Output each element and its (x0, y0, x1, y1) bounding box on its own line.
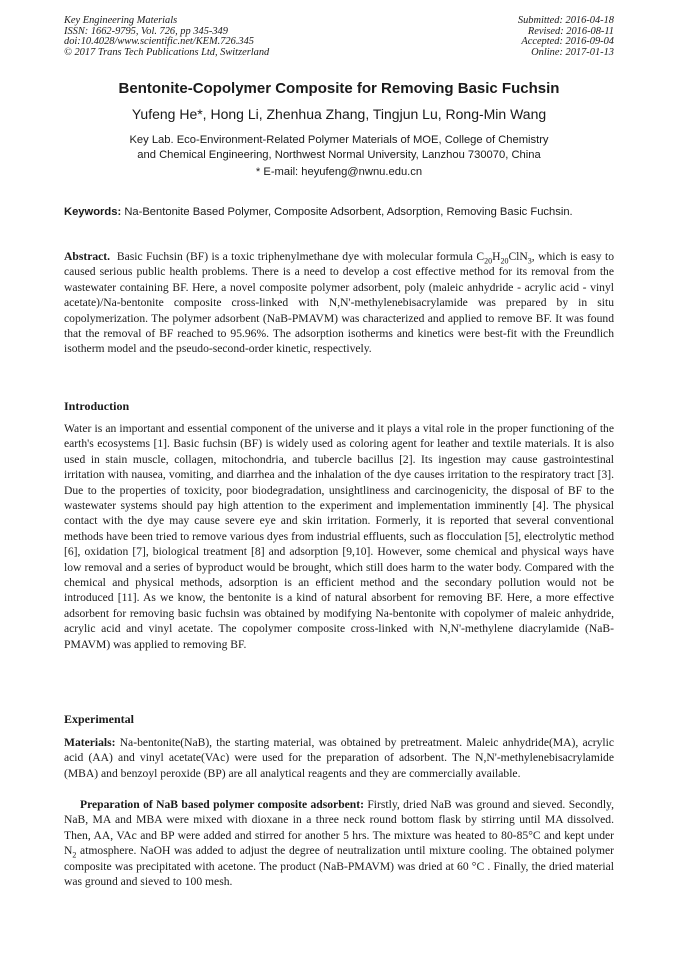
corresponding-email: * E-mail: heyufeng@nwnu.edu.cn (255, 166, 423, 178)
journal-doi: doi:10.4028/www.scientific.net/KEM.726.345 (64, 36, 254, 48)
formula-h: H (492, 250, 501, 263)
paper-title: Bentonite-Copolymer Composite for Removing Basic Fuchsin (118, 80, 560, 97)
affiliation (0, 133, 678, 163)
keywords-text: Na-Bentonite Based Polymer, Composite Adsorbent, Adsorption, Removing Basic Fuchsin. (124, 206, 573, 218)
formula-sub-n: 3 (527, 256, 532, 266)
affiliation-line-1: Key Lab. Eco-Environment-Related Polymer Materials of MOE, College of Chemistry (129, 134, 549, 146)
date-revised: Revised: 2016-08-11 (527, 25, 614, 37)
journal-name: Key Engineering Materials (64, 15, 178, 26)
abstract-text-start: Basic Fuchsin (BF) is a toxic triphenylmethane dye with molecular formula C (116, 250, 485, 263)
nitrogen-subscript: 2 (72, 850, 77, 860)
affiliation-line-2: and Chemical Engineering, Northwest Normal University, Lanzhou 730070, China (137, 149, 541, 161)
date-accepted: Accepted: 2016-09-04 (521, 36, 614, 48)
abstract-block (64, 249, 614, 357)
journal-header-right (518, 16, 614, 58)
keywords-label: Keywords: (64, 206, 122, 218)
preparation-label: Preparation of NaB based polymer composite adsorbent: (80, 798, 364, 811)
journal-issn: ISSN: 1662-9795, Vol. 726, pp 345-349 (64, 25, 228, 37)
date-online: Online: 2017-01-13 (531, 46, 614, 58)
abstract-text-end: , which is easy to caused serious public health problems. There is a need to develop a cost effective method for its removal from the wastewater containing BF. Here, a novel composite polymer adsorbent, poly (maleic anhydride - acrylic acid - vinyl acetate)/Na-bentonite composite cross-linked with N,N'-methylenebisacrylamide was prepared by in situ copolymerization. The polymer adsorbent (NaB-PMAVM) was characterized and applied to remove BF. It was found that the removal of BF reached to 95.96%. The adsorption isotherms and kinetics were best-fit with the Freundlich isotherm model and the pseudo-second-order kinetic, respectively. (64, 250, 614, 356)
journal-copyright: © 2017 Trans Tech Publications Ltd, Switzerland (64, 46, 270, 58)
journal-header-left (64, 16, 269, 58)
keywords-block (64, 205, 614, 219)
date-submitted: Submitted: 2016-04-18 (517, 15, 614, 26)
formula-sub-c: 20 (484, 256, 493, 266)
formula-sub-h: 20 (500, 256, 509, 266)
author-list: Yufeng He*, Hong Li, Zhenhua Zhang, Tingjun Lu, Rong-Min Wang (131, 106, 547, 122)
introduction-heading: Introduction (64, 399, 130, 413)
materials-text: Na-bentonite(NaB), the starting material, was obtained by pretreatment. Maleic anhydride(MA), acrylic acid (AA) and vinyl acetate(VAc) were used for the preparation of adsorbent. The N,N'-methylenebisacrylamide (MBA) and benzoyl peroxide (BP) are all analytical reagents and they are commercially available. (64, 736, 614, 780)
preparation-paragraph (64, 797, 614, 889)
formula-cln: ClN (508, 250, 528, 263)
experimental-heading: Experimental (64, 712, 134, 726)
materials-paragraph (64, 735, 614, 781)
abstract-label: Abstract. (64, 250, 111, 263)
materials-label: Materials: (64, 736, 116, 749)
preparation-text-end: atmosphere. NaOH was added to adjust the degree of neutralization until mixture cooling. The obtained polymer composite was precipitated with acetone. The product (NaB-PMAVM) was dried at 60 °C . Finally, the dried material was ground and sieved to 100 mesh. (64, 844, 614, 889)
introduction-paragraph: Water is an important and essential component of the universe and it plays a vital role in the proper functioning of the earth's ecosystems [1]. Basic fuchsin (BF) is widely used as coloring agent for leather and textile materials. It is also used in stain muscle, collagen, mitochondria, and tubercle bacillus [2]. Its ingestion may cause gastrointestinal irritation with nausea, vomiting, and diarrhea and the inhalation of the dye causes irritation to the respiratory tract [3]. Due to the properties of toxicity, poor biodegradation, unsightliness and carcinogenicity, the disposal of BF to the wastewater systems should pay high attention to the experiment and implementation imminently [4]. The physical contact with the dye may cause severe eye and skin irritation. Formerly, it is reported that several conventional methods have been tried to remove various dyes from industrial effluents, such as flocculation [5], electrolytic method [6], oxidation [7], biological treatment [8] and adsorption [9,10]. However, some chemical and physical ways have low removal and a series of byproduct would be brought, which still does harm to the water body. Compared with the chemical and physical methods, adsorption is an efficient method and the secondary pollution would not be introduced [11]. As we know, the bentonite is a kind of natural absorbent for removing BF. Here, a more effective adsorbent for removing basic fuchsin was obtained by modifying Na-bentonite with copolymer of maleic anhydride, acrylic acid and vinyl acetate. The copolymer composite cross-linked with N,N'-methylene diacrylamide (NaB-PMAVM) was applied to removing BF. (64, 422, 614, 651)
preparation-text-start: Firstly, dried NaB was ground and sieved. Secondly, NaB, MA and MBA were mixed with dioxane in a three neck round bottom flask by stirring until MA dissolved. Then, AA, VAc and BP were added and stirred for another 5 hrs. The mixture was heated to 80-85°C and kept under N (64, 798, 614, 858)
